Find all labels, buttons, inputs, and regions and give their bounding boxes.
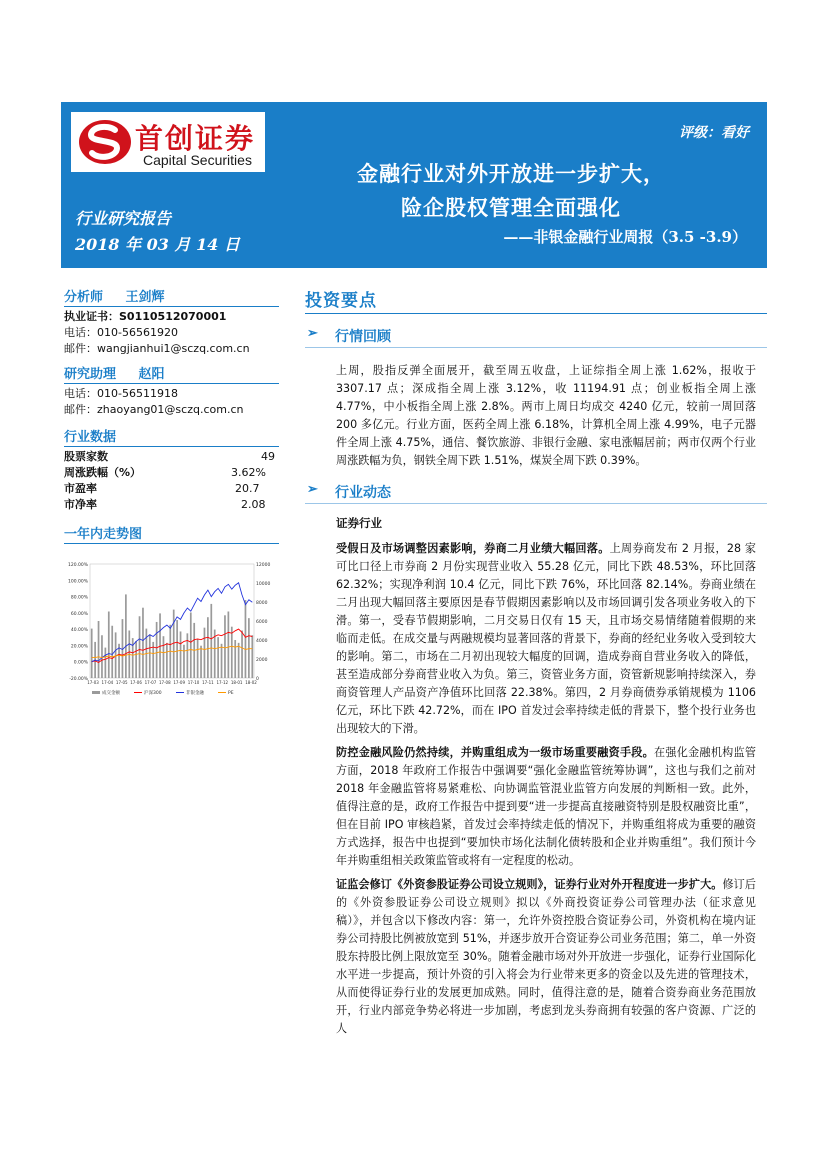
news-paragraph [336,540,756,738]
report-type: 行业研究报告 [75,209,172,228]
news-body: 修订后的《外资参股证券公司设立规则》拟以《外商投资证券公司管理办法（征求意见稿）》，并包含以下修改内容：第一，允许外资控股合资证券公司，外资机构在境内证券公司持股比例被放宽到 51%，并逐步放开合资证券公司业务范围；第二，单一外资股东持股比例上限放宽至 30%。随着金融市场对外开放进一步强化，证券行业国际化水平进一步提高，预计外资的引入将会为行业带来更多的资金以及先进的管理技术，从而使得证券行业的发展更加成熟。同时，值得注意的是，随着合资券商业务范围放开，行业内部竞争势必将进一步加剧，考虑到龙头券商拥有较强的客户资源、广泛的人 [336,878,756,1035]
volume-bar [156,622,158,678]
legend-label: 沪深300 [144,691,162,696]
volume-bar [91,629,93,678]
volume-bar [190,612,192,678]
news-paragraph [336,744,756,870]
volume-bar [234,640,236,678]
report-title-line-2: 险企股权管理全面强化 [401,195,621,220]
volume-bar [135,641,137,678]
x-axis-tick-label: 17-08 [159,680,171,685]
right-axis-tick-label: 4000 [256,639,268,644]
volume-bar [149,634,151,678]
industry-news-heading [305,482,767,504]
volume-bar [221,644,223,678]
right-axis-tick-label: 0 [256,677,259,682]
legend-label: 非银金融 [186,691,204,696]
volume-bar [111,626,113,678]
news-paragraph [336,876,756,1038]
x-axis-tick-label: 17-12 [216,680,229,685]
legend-label: 成交金额 [102,691,120,696]
investment-highlights-heading: 投资要点 [305,286,767,314]
weekly-change-value: 3.62% [231,466,266,479]
trend-section [64,523,279,718]
volume-bar [245,600,247,678]
volume-bar [98,621,100,678]
sidebar [64,286,279,718]
news-headline: 受假日及市场调整因素影响，券商二月业绩大幅回落。 [336,542,610,555]
volume-bar [176,620,178,678]
header-banner [61,102,767,268]
volume-bar [197,639,199,678]
right-axis-tick-label: 6000 [256,620,268,625]
main-content [305,286,767,1038]
volume-bar [142,608,144,678]
news-body: 在强化金融机构监管方面，2018 年政府工作报告中强调要“强化金融监管统筹协调”，这也与我们之前对 2018 年金融监管将易紧难松、向协调监管混业监管方向发展的判断相一致。此外，值得注意的是，政府工作报告中提到要“进一步提高直接融资特别是股权融资比重”，但在目前 IPO 审核趋紧，首发过会率持续走低的情况下，并购重组将成为重要的融资方式选择，报告中也提到“要加快市场化法制化债转股和企业并购重组”。我们预计今年并购重组相关政策监管或将有一定程度的松动。 [336,746,756,867]
assistant-label: 研究助理 [64,367,117,382]
logo [71,112,265,172]
x-axis-tick-label: 18-02 [245,680,257,685]
trend-heading: 一年内走势图 [64,523,279,544]
stock-count-value: 49 [261,450,275,463]
news-headline: 证监会修订《外资参股证券公司设立规则》，证券行业对外开程度进一步扩大。 [336,878,723,891]
x-axis-tick-label: 17-07 [144,680,157,685]
volume-bar [166,643,168,678]
industry-data-heading: 行业数据 [64,426,279,447]
arrow-right-icon: ➢ [307,326,318,341]
securities-industry-label: 证券行业 [336,516,382,530]
x-axis-tick-label: 17-11 [202,680,214,685]
report-title-line-1: 金融行业对外开放进一步扩大， [357,161,665,186]
assistant-heading [64,363,279,384]
industry-data-row [64,497,279,513]
assistant-info [64,363,279,418]
x-axis-tick-label: 17-04 [101,680,114,685]
news-headline: 防控金融风险仍然持续，并购重组成为一级市场重要融资手段。 [336,746,655,759]
volume-bar [217,637,219,678]
industry-news-title: 行业动态 [335,485,391,501]
volume-bar [173,610,175,678]
weekly-change-label: 周涨跌幅（%） [64,466,142,479]
trend-chart-svg [64,558,279,718]
volume-bar [118,644,120,678]
x-axis-tick-label: 17-03 [87,680,99,685]
left-axis-tick-label: 0.00% [73,660,88,666]
left-axis-tick-label: -20.00% [69,677,88,682]
left-axis-tick-label: 40.00% [70,628,88,634]
assistant-email: 邮件：zhaoyang01@sczq.com.cn [64,403,244,416]
x-axis-tick-label: 18-01 [230,680,243,685]
left-axis-tick-label: 100.00% [67,579,88,585]
volume-bar [139,616,141,678]
market-review-paragraph: 上周，股指反弹全面展开，截至周五收盘，上证综指全周上涨 1.62%，报收于 3307.17 点；深成指全周上涨 3.12%，收 11194.91 点；创业板指全周上涨 4.77%，中小板指全周上涨 2.8%。两市上周日均成交 4240 亿元，较前一周回落 200 多亿元。行业方面，医药全周上涨 6.18%，计算机全周上涨 4.99%，电子元器件全周上涨 4.75%，通信、餐饮旅游、非银行金融、家电涨幅居前；两市仅两个行业周涨跌幅为负，钢铁全周下跌 1.51%，煤炭全周下跌 0.39%。 [336,364,756,467]
report-subtitle: ——非银金融行业周报（3.5 -3.9） [503,228,747,246]
left-axis-tick-label: 80.00% [70,595,88,601]
analyst-email: 邮件：wangjianhui1@sczq.com.cn [64,342,250,355]
volume-bar [224,615,226,678]
volume-bar [241,631,243,679]
analyst-phone: 电话：010-56561920 [64,326,178,339]
analyst-heading [64,286,279,307]
volume-bar [251,635,253,678]
assistant-phone: 电话：010-56511918 [64,387,178,400]
plot-area [90,564,254,678]
volume-bar [238,643,240,678]
left-axis-tick-label: 20.00% [70,644,88,650]
industry-data-row [64,465,279,481]
volume-bar [204,628,206,678]
analyst-info [64,286,279,357]
analyst-cert: 执业证书：S0110512070001 [64,310,227,323]
pe-ratio-value: 20.7 [235,482,260,495]
volume-bar [180,631,182,678]
pb-ratio-label: 市净率 [64,498,97,511]
right-axis-tick-label: 8000 [256,601,268,606]
industry-data-row [64,449,279,465]
legend-label: PE [228,691,234,696]
capital-securities-logo-icon [77,118,133,166]
volume-bar [248,618,250,678]
market-review-title: 行情回顾 [335,329,391,345]
left-axis-tick-label: 120.00% [67,563,88,568]
x-axis-tick-label: 17-09 [173,680,185,685]
logo-chinese-name: 首创证券 [135,122,256,155]
volume-bar [101,635,103,678]
volume-bar [210,604,212,678]
right-axis-tick-label: 12000 [256,563,271,568]
right-axis-tick-label: 10000 [256,582,271,587]
legend-swatch [92,691,100,694]
analyst-label: 分析师 [64,290,104,305]
assistant-name: 赵阳 [138,367,165,382]
volume-bar [231,627,233,678]
volume-bar [207,617,209,678]
news-body: 上周券商发布 2 月报，28 家可比口径上市券商 2 月份实现营业收入 55.28 亿元，同比下跌 48.53%，环比回落 62.32%；实现净利润 10.4 亿元，同比下跌 76%，环比回落 82.14%。券商业绩在二月出现大幅回落主要原因是春节假期因素影响以及市场回调引发各项业务收入的下滑。第一，受春节假期影响，二月交易日仅有 15 天，且市场交易情绪随着假期的来临而走低。在成交量与两融规模均显著回落的背景下，券商的经纪业务收入受到较大的影响。第二，市场在二月初出现较大幅度的回调，造成券商自营业务收入的降低，甚至造成部分券商营业收入为负。第三，资管业务方面，资管新规影响持续深入，券商资管理人产品资产净值环比回落 22.38%。第四，2 月券商债券承销规模为 1106 亿元，环比下跌 42.72%，而在 IPO 首发过会率持续走低的背景下，整个投行业务也出现较大的下滑。 [336,542,756,735]
logo-english-name: Capital Securities [143,152,252,168]
report-date: 2018 年 03 月 14 日 [75,235,240,254]
volume-bar [183,645,185,678]
x-axis-tick-label: 17-06 [130,680,142,685]
pb-ratio-value: 2.08 [241,498,266,511]
rating-label: 评级：看好 [679,125,749,141]
industry-data-row [64,481,279,497]
industry-data [64,426,279,513]
x-axis-tick-label: 17-10 [187,680,200,685]
volume-bar [115,632,117,678]
volume-bar [228,612,230,679]
left-axis-tick-label: 60.00% [70,611,88,617]
volume-bar [105,648,107,678]
pe-ratio-label: 市盈率 [64,482,97,495]
volume-bar [200,646,202,678]
volume-bar [125,594,127,678]
stock-count-label: 股票家数 [64,450,108,463]
volume-bar [108,612,110,679]
x-axis-tick-label: 17-05 [115,680,128,685]
arrow-right-icon: ➢ [307,482,318,497]
right-axis-tick-label: 2000 [256,658,268,663]
market-review-heading [305,326,767,348]
trend-chart [64,558,279,718]
analyst-name: 王剑辉 [125,290,165,305]
volume-bar [163,636,165,678]
